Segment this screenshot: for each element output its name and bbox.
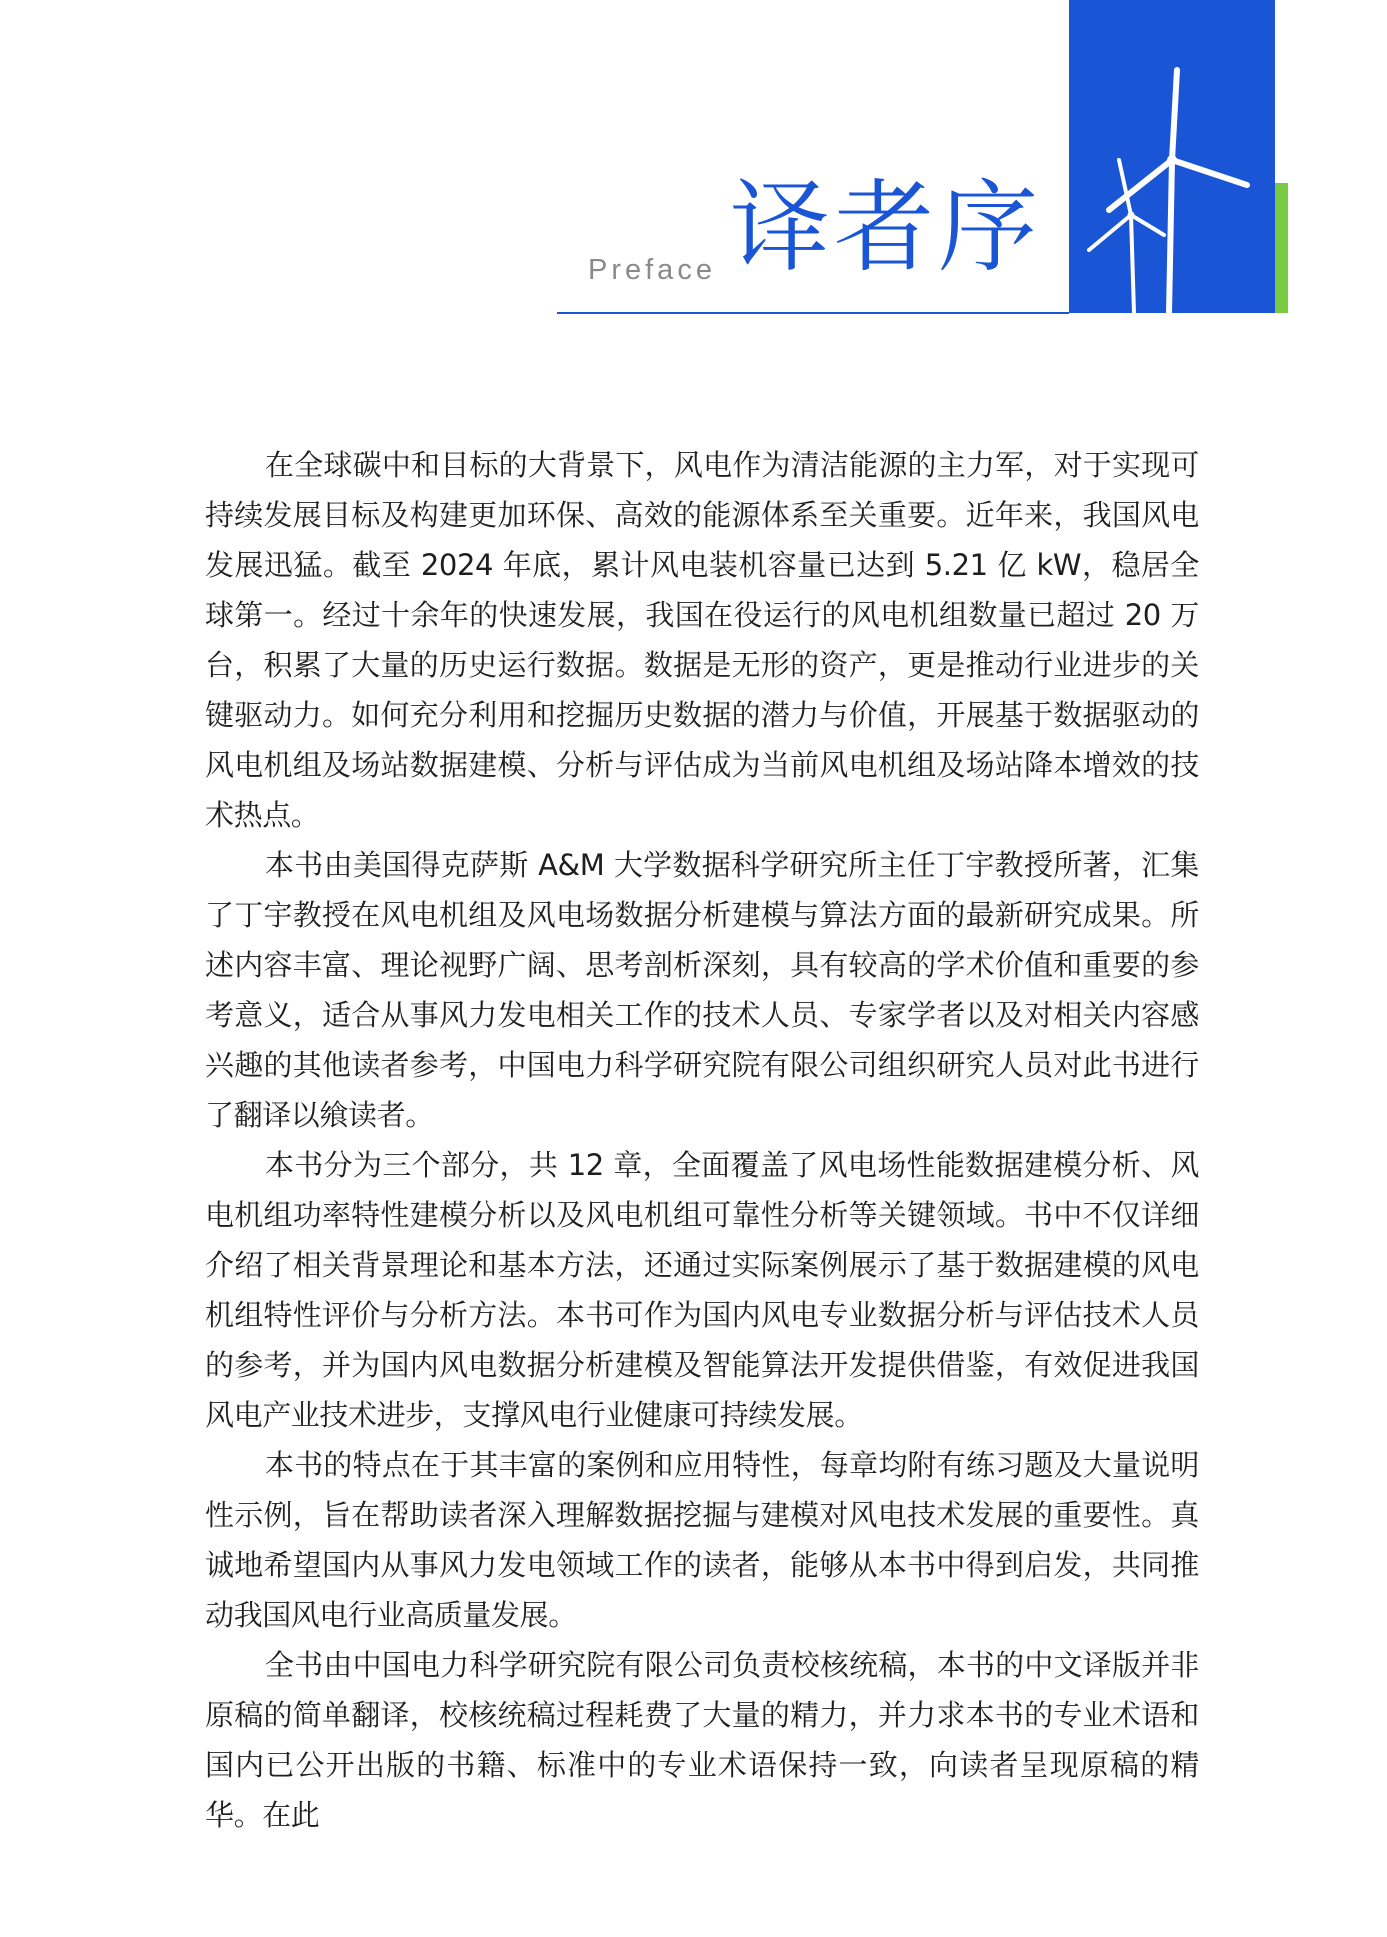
header-green-bar	[1275, 183, 1288, 313]
preface-english-label: Preface	[588, 254, 716, 286]
wind-turbine-icon	[1069, 60, 1275, 313]
page-title: 译者序	[730, 169, 1042, 286]
paragraph: 本书分为三个部分，共 12 章，全面覆盖了风电场性能数据建模分析、风电机组功率特性建模分析以及风电机组可靠性分析等关键领域。书中不仅详细介绍了相关背景理论和基本方法，还通过实际案例展示了基于数据建模的风电机组特性评价与分析方法。本书可作为国内风电专业数据分析与评估技术人员的参考，并为国内风电数据分析建模及智能算法开发提供借鉴，有效促进我国风电产业技术进步，支撑风电行业健康可持续发展。	[205, 1148, 1199, 1432]
paragraph: 在全球碳中和目标的大背景下，风电作为清洁能源的主力军，对于实现可持续发展目标及构建更加环保、高效的能源体系至关重要。近年来，我国风电发展迅猛。截至 2024 年底，累计风电装机容量已达到 5.21 亿 kW，稳居全球第一。经过十余年的快速发展，我国在役运行的风电机组数量已超过 20 万台，积累了大量的历史运行数据。数据是无形的资产，更是推动行业进步的关键驱动力。如何充分利用和挖掘历史数据的潜力与价值，开展基于数据驱动的风电机组及场站数据建模、分析与评估成为当前风电机组及场站降本增效的技术热点。	[205, 448, 1199, 832]
paragraph: 本书的特点在于其丰富的案例和应用特性，每章均附有练习题及大量说明性示例，旨在帮助读者深入理解数据挖掘与建模对风电技术发展的重要性。真诚地希望国内从事风力发电领域工作的读者，能够从本书中得到启发，共同推动我国风电行业高质量发展。	[205, 1448, 1199, 1632]
paragraph: 本书由美国得克萨斯 A&M 大学数据科学研究所主任丁宇教授所著，汇集了丁宇教授在风电机组及风电场数据分析建模与算法方面的最新研究成果。所述内容丰富、理论视野广阔、思考剖析深刻，具有较高的学术价值和重要的参考意义，适合从事风力发电相关工作的技术人员、专家学者以及对相关内容感兴趣的其他读者参考，中国电力科学研究院有限公司组织研究人员对此书进行了翻译以飨读者。	[205, 848, 1199, 1132]
preface-body	[205, 440, 1199, 1840]
paragraph: 全书由中国电力科学研究院有限公司负责校核统稿，本书的中文译版并非原稿的简单翻译，校核统稿过程耗费了大量的精力，并力求本书的专业术语和国内已公开出版的书籍、标准中的专业术语保持一致，向读者呈现原稿的精华。在此	[205, 1648, 1199, 1832]
header-divider	[557, 312, 1069, 314]
